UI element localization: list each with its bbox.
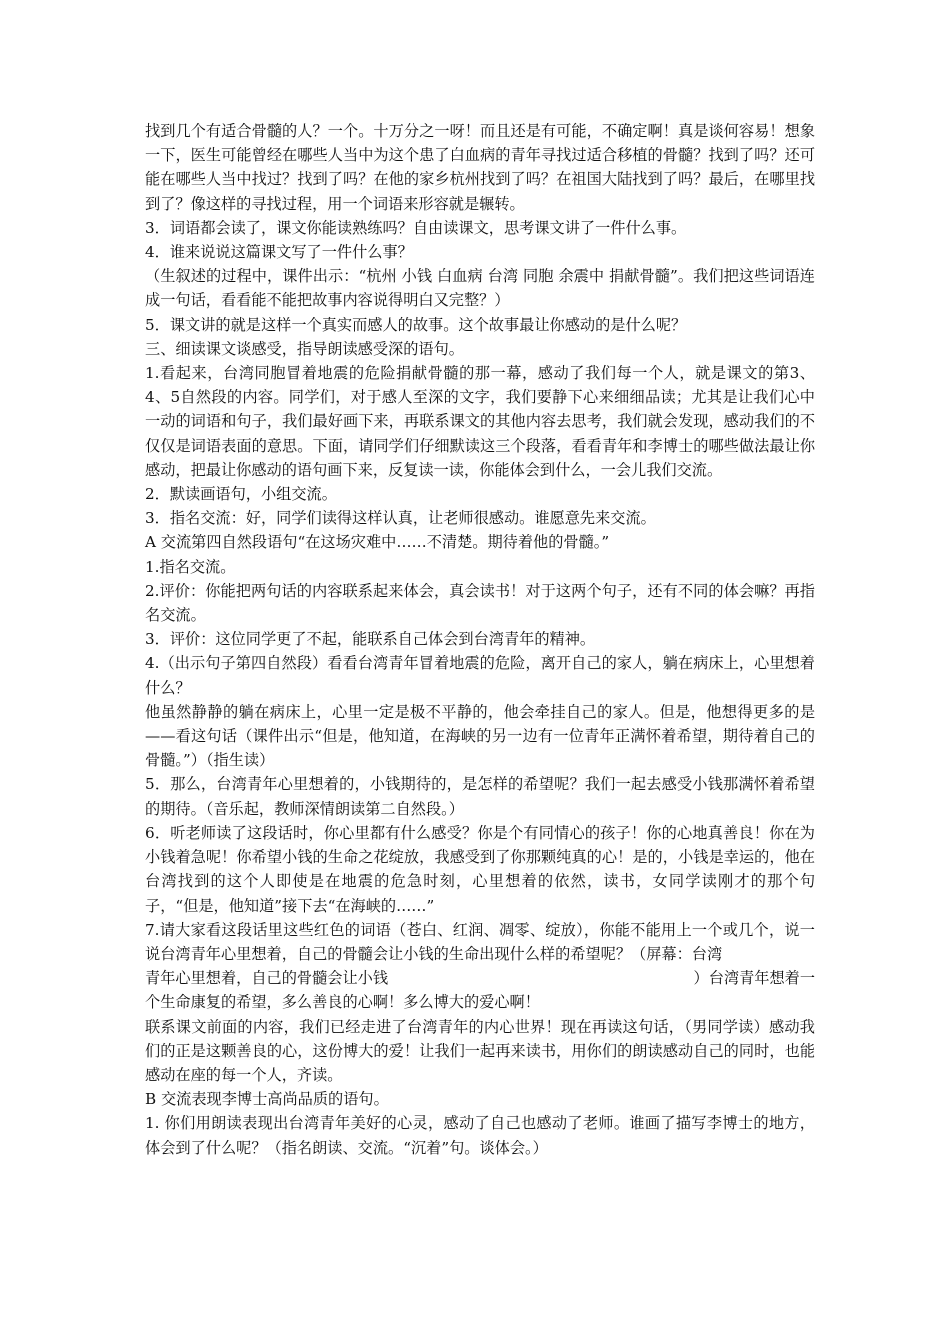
paragraph: 1.看起来，台湾同胞冒着地震的危险捐献骨髓的那一幕，感动了我们每一个人，就是课文的第3、4、5自然段的内容。同学们，对于感人至深的文字，我们要静下心来细细品读；尤其是让我们心中一动的词语和句子，我们最好画下来，再联系课文的其他内容去思考，我们就会发现，感动我们的不仅仅是词语表面的意思。下面，请同学们仔细默读这三个段落，看看青年和李博士的哪些做法最让你感动，把最让你感动的语句画下来，反复读一读，你能体会到什么，一会儿我们交流。 [145,364,815,479]
blank-line-right: ）台湾青年想着一 [693,969,815,988]
paragraph: 找到几个有适合骨髓的人？一个。十万分之一呀！而且还是有可能，不确定啊！真是谈何容易！想象一下，医生可能曾经在哪些人当中为这个患了白血病的青年寻找过适合移植的骨髓？找到了吗？还可能在哪些人当中找过？找到了吗？在他的家乡杭州找到了吗？在祖国大陆找到了吗？最后，在哪里找到了？像这样的寻找过程，用一个词语来形容就是辗转。 [145,122,815,213]
subsection-heading: B 交流表现李博士高尚品质的语句。 [145,1090,389,1109]
paragraph: 4．谁来说说这篇课文写了一件什么事？ [145,243,413,262]
paragraph: 2．默读画语句，小组交流。 [145,485,337,504]
paragraph: 个生命康复的希望，多么善良的心啊！多么博大的爱心啊！ [145,993,540,1012]
paragraph: 2.评价：你能把两句话的内容联系起来体会，真会读书！对于这两个句子，还有不同的体会嘛？再指名交流。 [145,581,815,625]
paragraph: 3．指名交流：好，同学们读得这样认真，让老师很感动。谁愿意先来交流。 [145,509,656,528]
paragraph: 7.请大家看这段话里这些红色的词语（苍白、红润、凋零、绽放），你能不能用上一个或几个，说一说台湾青年心里想着，自己的骨髓会让小钱的生命出现什么样的希望呢？（屏幕：台湾 [145,920,815,963]
paragraph: 他虽然静静的躺在病床上，心里一定是极不平静的，他会牵挂自己的家人。但是，他想得更多的是——看这句话（课件出示“但是，他知道，在海峡的另一边有一位青年正满怀着希望，期待着自己的骨髓。”）（指生读） [145,702,815,770]
paragraph: 4.（出示句子第四自然段）看看台湾青年冒着地震的危险，离开自己的家人，躺在病床上，心里想着什么？ [145,654,815,697]
paragraph: （生叙述的过程中，课件出示：“杭州 小钱 白血病 台湾 同胞 余震中 捐献骨髓”。我们把这些词语连成一句话，看看能不能把故事内容说得明白又完整？） [145,267,815,310]
paragraph: 联系课文前面的内容，我们已经走进了台湾青年的内心世界！现在再读这句话，（男同学读）感动我们的正是这颗善良的心，这份博大的爱！让我们一起再来读书，用你们的朗读感动自己的同时，也能感动在座的每一个人，齐读。 [145,1017,815,1084]
subsection-heading: A 交流第四自然段语句“在这场灾难中……不清楚。期待着他的骨髓。” [145,533,610,552]
fill-in-blank-line [145,966,815,990]
paragraph: 3．词语都会读了，课文你能读熟练吗？自由读课文，思考课文讲了一件什么事。 [145,218,687,237]
blank-line-left: 青年心里想着，自己的骨髓会让小钱 [145,969,388,988]
document-page [145,119,815,1160]
paragraph: 1. 你们用朗读表现出台湾青年美好的心灵，感动了自己也感动了老师。谁画了描写李博士的地方，体会到了什么呢？（指名朗读、交流。“沉着”句。谈体会。） [145,1114,815,1157]
section-heading: 三、细读课文谈感受，指导朗读感受深的语句。 [145,339,464,358]
paragraph: 1.指名交流。 [145,557,236,576]
paragraph: 6．听老师读了这段话时，你心里都有什么感受？你是个有同情心的孩子！你的心地真善良！你在为小钱着急呢！你希望小钱的生命之花绽放，我感受到了你那颗纯真的心！是的，小钱是幸运的，他在台湾找到的这个人即使是在地震的危急时刻，心里想着的依然，读书，女同学读刚才的那个句子，“但是，他知道”接下去“在海峡的……” [145,823,815,915]
paragraph: 5．那么，台湾青年心里想着的，小钱期待的，是怎样的希望呢？我们一起去感受小钱那满怀着希望的期待。（音乐起，教师深情朗读第二自然段。） [145,775,815,818]
paragraph: 3．评价：这位同学更了不起，能联系自己体会到台湾青年的精神。 [145,630,596,649]
paragraph: 5．课文讲的就是这样一个真实而感人的故事。这个故事最让你感动的是什么呢？ [145,315,687,334]
